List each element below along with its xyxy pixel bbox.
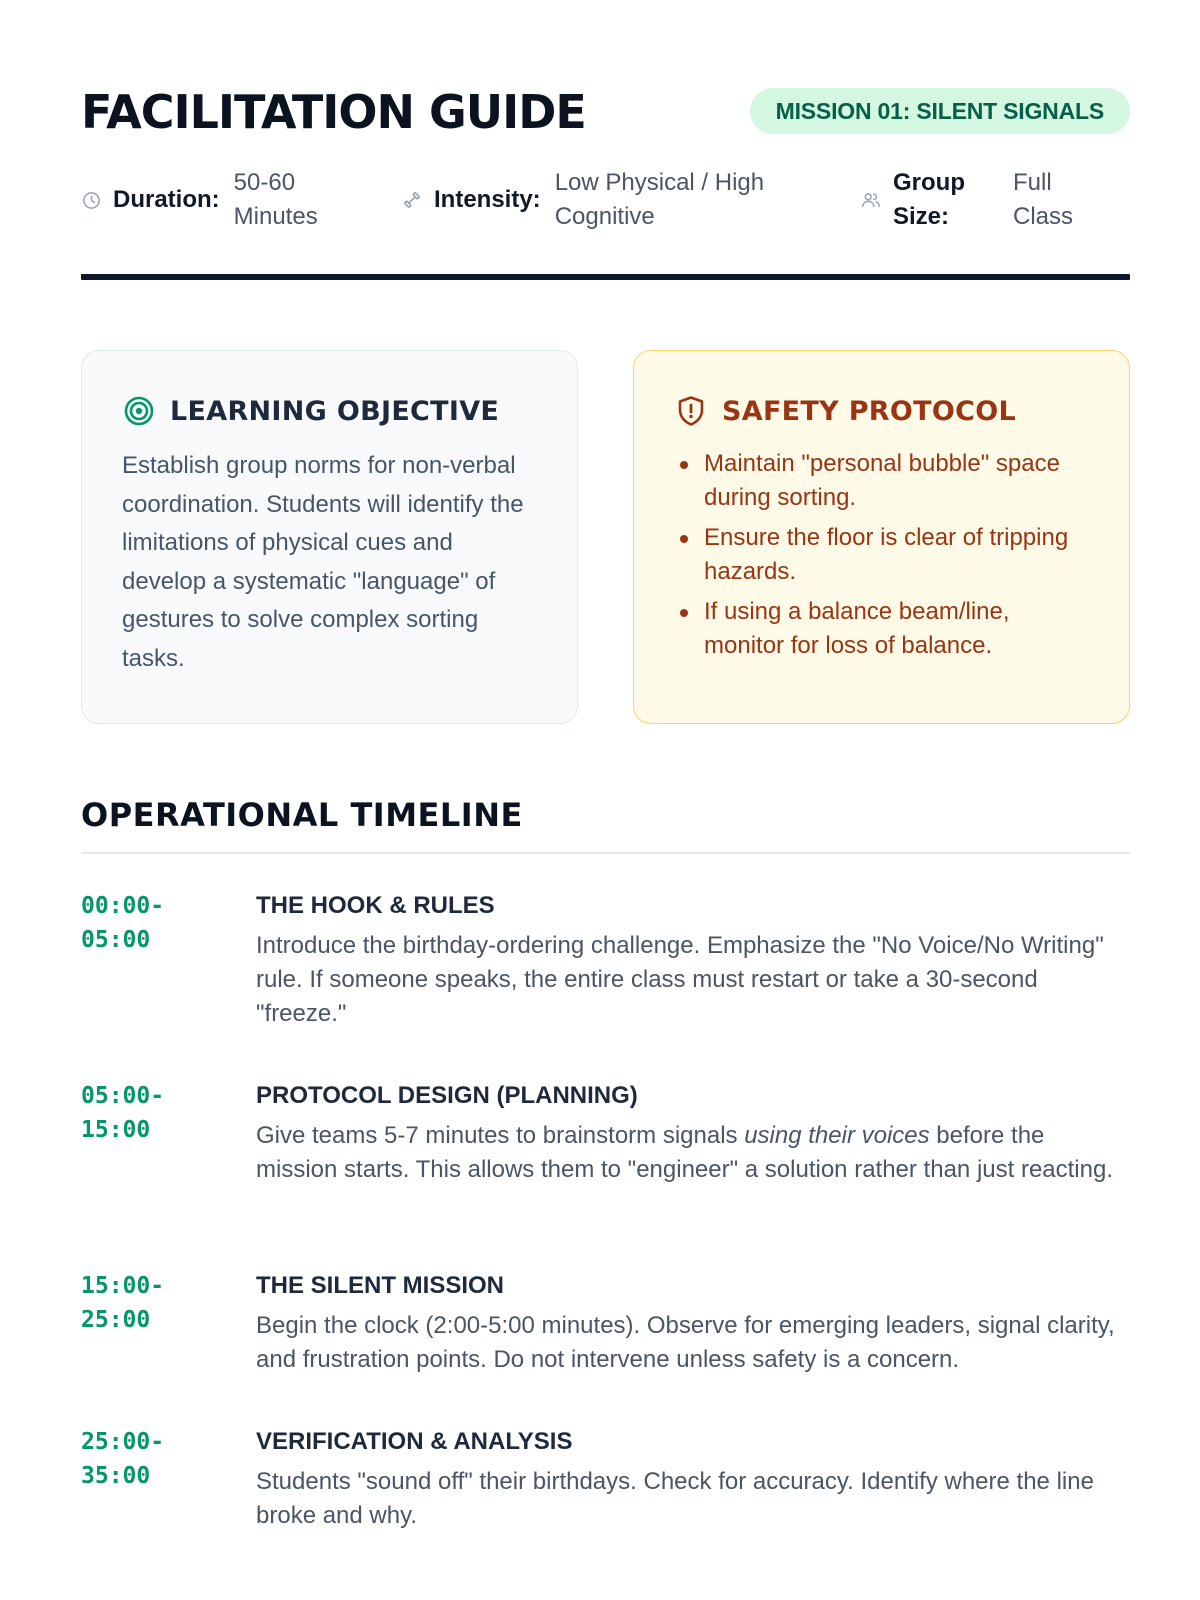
timeline-body <box>256 1425 1116 1533</box>
learning-objective-card <box>81 350 578 724</box>
objective-text: Establish group norms for non-verbal coordination. Students will identify the limitations of physical cues and develop a systematic "language" of gestures to solve complex sorting tasks. <box>122 452 524 672</box>
users-icon <box>861 190 881 210</box>
timeline-divider <box>81 852 1130 854</box>
meta-intensity <box>402 166 795 234</box>
page-title: FACILITATION GUIDE <box>81 85 586 139</box>
timeline-heading: PROTOCOL DESIGN (PLANNING) <box>256 1082 638 1109</box>
timeline-heading: THE HOOK & RULES <box>256 892 495 919</box>
timeline-body <box>256 1079 1116 1187</box>
timeline-body <box>256 1269 1116 1377</box>
card-header <box>674 389 1089 433</box>
timeline-time: 15:00- 25:00 <box>81 1273 165 1333</box>
list-item: Ensure the floor is clear of tripping hazards. <box>704 521 1089 589</box>
timeline-time: 25:00- 35:00 <box>81 1429 165 1489</box>
timeline-heading: VERIFICATION & ANALYSIS <box>256 1428 573 1455</box>
meta-label: Duration: <box>113 186 220 213</box>
clock-icon <box>81 190 101 210</box>
shield-alert-icon <box>674 394 708 428</box>
timeline-time: 00:00- 05:00 <box>81 893 165 953</box>
mission-badge: MISSION 01: SILENT SIGNALS <box>750 88 1130 134</box>
list-item: Maintain "personal bubble" space during sorting. <box>704 447 1089 515</box>
meta-group-size <box>861 166 1083 234</box>
meta-row <box>81 166 1130 236</box>
meta-value: Low Physical / High Cognitive <box>554 169 765 230</box>
meta-value: 50-60 Minutes <box>233 169 318 230</box>
timeline-text: Begin the clock (2:00-5:00 minutes). Observe for emerging leaders, signal clarity, and frustration points. Do not intervene unless safety is a concern. <box>256 1312 1115 1373</box>
target-icon <box>122 394 156 428</box>
list-item: If using a balance beam/line, monitor for loss of balance. <box>704 595 1089 663</box>
timeline-text: Students "sound off" their birthdays. Check for accuracy. Identify where the line broke and why. <box>256 1468 1094 1529</box>
card-header <box>122 389 537 433</box>
header <box>81 84 1130 144</box>
meta-label: Intensity: <box>434 186 541 213</box>
card-title: SAFETY PROTOCOL <box>722 395 1016 427</box>
dumbbell-icon <box>402 190 422 210</box>
timeline-heading: THE SILENT MISSION <box>256 1272 505 1299</box>
safety-protocol-card <box>633 350 1130 724</box>
timeline-time: 05:00- 15:00 <box>81 1083 165 1143</box>
safety-list <box>674 447 1089 663</box>
timeline-text: Introduce the birthday-ordering challenge. Emphasize the "No Voice/No Writing" rule. If someone speaks, the entire class must restart or take a 30-second "freeze." <box>256 932 1104 1027</box>
timeline-body <box>256 889 1116 1031</box>
meta-label: Group Size: <box>893 169 965 230</box>
meta-value: Full Class <box>1013 169 1074 230</box>
timeline-text: Give teams 5-7 minutes to brainstorm signals using their voices before the mission starts. This allows them to "engineer" a solution rather than just reacting. <box>256 1122 1114 1183</box>
meta-duration <box>81 166 334 234</box>
header-divider <box>81 274 1130 280</box>
card-title: LEARNING OBJECTIVE <box>170 395 500 427</box>
timeline-title: OPERATIONAL TIMELINE <box>81 796 523 834</box>
